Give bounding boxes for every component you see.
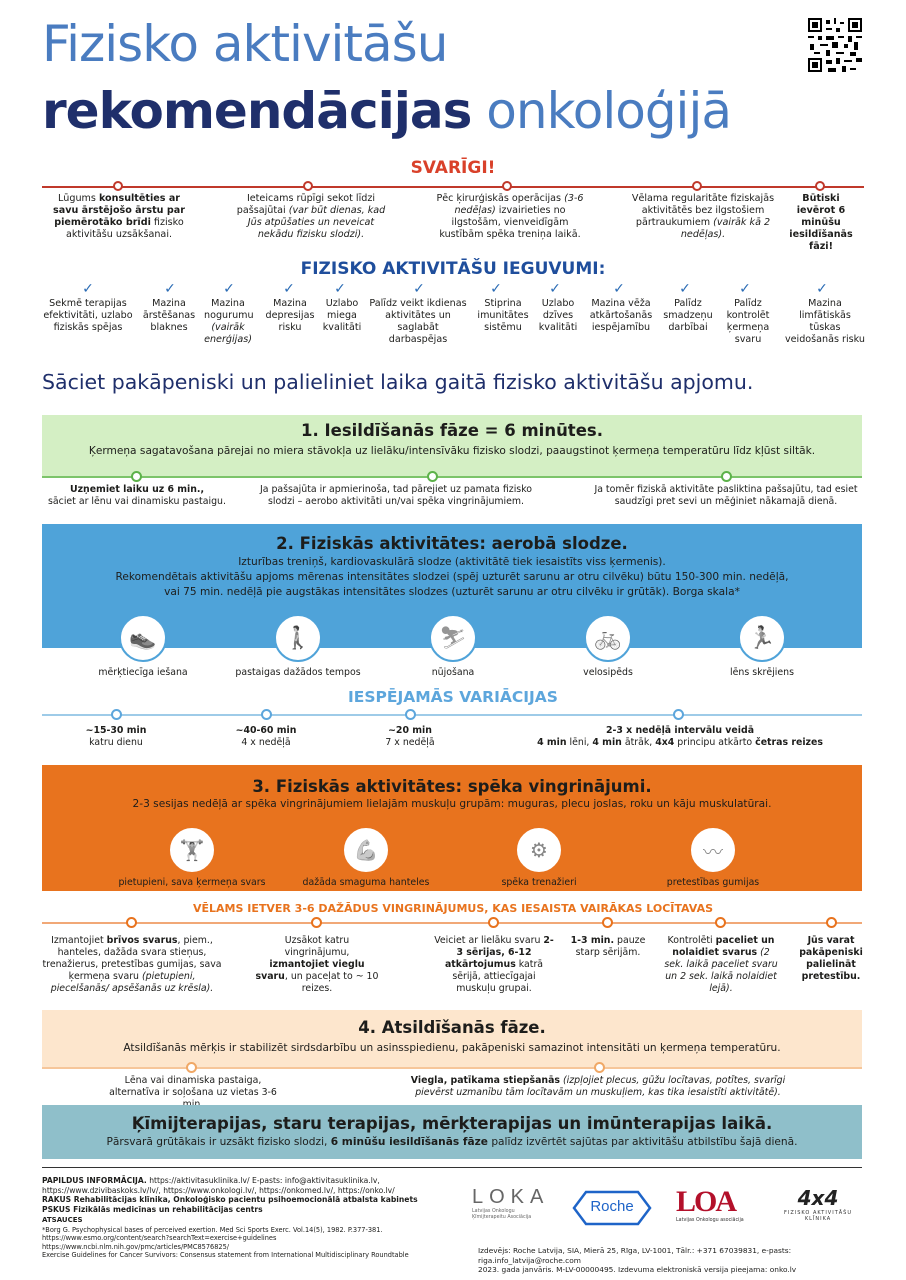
roche-logo: Roche [572, 1190, 652, 1226]
benefit-item: Uzlabo miega kvalitāti [322, 298, 362, 333]
benefit-item: Palīdz kontrolēt ķermeņa svaru [726, 298, 770, 345]
benefits-heading: FIZISKO AKTIVITĀŠU IEGUVUMI: [300, 259, 606, 279]
timeline-dot [113, 181, 123, 191]
phase1-note-2: Ja pašsajūta ir apmierinoša, tad pārejiet uz pamata fizisko slodzi – aerobo aktivitāti un/vai spēka vingrinājumiem. [259, 484, 533, 507]
checkmark-icon: ✓ [816, 281, 828, 297]
phase3-text: 2-3 sesijas nedēļā ar spēka vingrinājumiem lielajām muskuļu grupām: muguras, plecu joslas, roku un kāju muskulatūrai. [132, 798, 772, 810]
benefit-item: Uzlabo dzīves kvalitāti [538, 298, 578, 333]
important-item-4: Vēlama regularitāte fiziskajās aktivitātēs bez ilgstošiem pārtraukumiem (vairāk kā 2 nedēļas). [631, 193, 775, 240]
checkmark-icon: ✓ [613, 281, 625, 297]
phase1-text: Ķermeņa sagatavošana pārejai no miera stāvokļa uz lielāku/intensīvāku fizisko slodzi, paaugstinot ķermeņa temperatūru līdz kļūst siltāk. [88, 445, 816, 457]
benefit-item: Mazina limfātiskās tūskas veidošanās risku [784, 298, 866, 345]
variations-heading: IESPĒJAMĀS VARIĀCIJAS [348, 688, 558, 706]
publisher-info: Izdevējs: Roche Latvija, SIA, Mierā 25, Rīga, LV-1001, Tālr.: +371 67039831, e-pasts: riga.info_latvija@roche.com 2023. gada janvāris. M-LV-00000495. Izdevuma elektroniskā versija pieejama: onko.lv [478, 1246, 797, 1275]
benefit-item: Stiprina imunitātes sistēmu [477, 298, 529, 333]
phase2-text1: Izturības treniņš, kardiovaskulārā slodze (aktivitātē tiek iesaistīts viss ķermenis). [238, 556, 666, 568]
strength-label: pretestības gumijas [666, 877, 760, 888]
therapy-text: Pārsvarā grūtākais ir uzsākt fizisko slodzi, 6 minūšu iesildīšanās fāze palīdz izvērtēt sajūtas par aktivitāšu atbilstību šajā dienā. [106, 1136, 798, 1148]
checkmark-icon: ✓ [334, 281, 346, 297]
checkmark-icon: ✓ [549, 281, 561, 297]
weight-machine-icon: ⚙ [515, 826, 563, 874]
timeline-dot [815, 181, 825, 191]
squat-icon: 🏋 [168, 826, 216, 874]
tip-1: Izmantojiet brīvos svarus, piem., hanteles, dažāda svara stieņus, trenažierus, pretestības gumijas, sava ķermeņa svaru (pietupieni, piecelšanās/ apsēšanās uz krēsla). [42, 935, 222, 994]
important-item-2: Ieteicams rūpīgi sekot līdzi pašsajūtai (var būt dienas, kad Jūs atpūšaties un neveicat nekādu fizisku slodzi). [236, 193, 386, 240]
important-item-1: Lūgums konsultēties ar savu ārstējošo ārstu par piemērotāko brīdi fizisko aktivitāšu uzsākšanai. [53, 193, 185, 240]
timeline-dot [488, 917, 499, 928]
timeline-dot [602, 917, 613, 928]
activity-label: velosipēds [583, 667, 633, 678]
phase4-title: 4. Atsildīšanās fāze. [358, 1018, 546, 1037]
footer-info: PAPILDUS INFORMĀCIJA. https://aktivitasuklinika.lv/ E-pasts: info@aktivitasuklinika.lv, https://www.dzivibaskoks.lv/lv/, https://www.onkologi.lv/, https://onkomed.lv/, https://onko.lv/ RAKUS Rehabilitācijas klīnika, Onkoloģisko pacientu psihoemocionālā atbalsta kabinets PSKUS Fizikālās medicīnas un rehabilitācijas centrs ATSAUCES *Borg G. Psychophysical bases of perceived exertion. Med Sci Sports Exerc. Vol.14(5), 1982. P.377-381. https://www.esmo.org/content/search?searchText=exercise+guidelines https://www.ncbi.nlm.nih.gov/pmc/articles/PMC8576825/ Exercise Guidelines for Cancer Survivors: Consensus statement from International Multidisciplinary Roundtable [42, 1176, 418, 1260]
title-bold: rekomendācijas [42, 82, 472, 140]
nordic-walking-icon: ⛷ [429, 614, 477, 662]
variation-2: ~40-60 min 4 x nedēļā [235, 725, 297, 748]
variation-3: ~20 min 7 x nedēļā [385, 725, 435, 748]
benefit-item: Sekmē terapijas efektivitāti, uzlabo fiziskās spējas [43, 298, 133, 333]
joints-line [42, 922, 862, 924]
phase2-text2: Rekomendētais aktivitāšu apjoms mērenas intensitātes slodzei (spēj uzturēt sarunu ar otru cilvēku) būtu 150-300 min. nedēļā, [115, 571, 789, 583]
benefit-note: (vairāk enerģijas) [204, 322, 252, 345]
strength-label: pietupieni, sava ķermeņa svars [118, 877, 266, 888]
checkmark-icon: ✓ [164, 281, 176, 297]
important-item-3: Pēc ķirurģiskās operācijas (3-6 nedēļas) izvairieties no ilgstošām, vienveidīgām kustībām spēka treniņa laikā. [436, 193, 584, 240]
variation-1: ~15-30 min katru dienu [85, 725, 147, 748]
running-icon: 🏃 [738, 614, 786, 662]
footer-divider [42, 1167, 862, 1168]
walking-icon: 🚶 [274, 614, 322, 662]
tip-2: Uzsākot katru vingrinājumu, izmantojiet vieglu svaru, un paceļat to ~ 10 reizes. [255, 935, 379, 994]
timeline-dot [594, 1062, 605, 1073]
benefit-item: Mazina depresijas risku [265, 298, 315, 333]
phase1-note-1: Uzņemiet laiku uz 6 min., sāciet ar lēnu vai dinamisku pastaigu. [48, 484, 226, 507]
dumbbell-icon: 💪 [342, 826, 390, 874]
phase1-note-3: Ja tomēr fiziskā aktivitāte pasliktina pašsajūtu, tad esiet saudzīgi pret sevi un mēģiniet nākamajā dienā. [594, 484, 858, 507]
timeline-dot [427, 471, 438, 482]
phase4-note-1: Lēna vai dinamiska pastaiga, alternatīva ir soļošana uz vietas 3-6 [109, 1075, 277, 1098]
checkmark-icon: ✓ [413, 281, 425, 297]
phase1-title: 1. Iesildīšanās fāze = 6 minūtes. [301, 421, 603, 440]
bicycle-icon: 🚲 [584, 614, 632, 662]
phase1-line [42, 476, 862, 478]
timeline-dot [311, 917, 322, 928]
phase1-box [42, 415, 862, 477]
fizisko-klinika-logo: 4x4 FIZISKO AKTIVITĀŠU KLĪNIKA [784, 1186, 852, 1222]
timeline-dot [111, 709, 122, 720]
phase4-text: Atsildīšanās mērķis ir stabilizēt sirdsdarbību un asinsspiedienu, pakāpeniski samazinot intensitāti un ķermeņa temperatūru. [123, 1042, 781, 1054]
tip-3: Veiciet ar lielāku svaru 2-3 sērijas, 6-12 atkārtojumus katrā sērijā, attiecīgajai muskuļu grupai. [434, 935, 554, 994]
important-item-5: Būtiski ievērot 6 minūšu iesildīšanās fāzi! [789, 193, 853, 252]
timeline-dot [405, 709, 416, 720]
timeline-dot [826, 917, 837, 928]
strength-label: dažāda smaguma hanteles [302, 877, 430, 888]
resistance-band-icon: 〰 [689, 826, 737, 874]
benefit-item: Mazina nogurumu [204, 298, 254, 321]
timeline-dot [261, 709, 272, 720]
activity-label: nūjošana [431, 667, 475, 678]
checkmark-icon: ✓ [82, 281, 94, 297]
page-title-line1: Fizisko aktivitāšu [42, 15, 448, 73]
loa-logo: LOA Latvijas Onkologu asociācija [676, 1185, 744, 1223]
timeline-dot [721, 471, 732, 482]
phase4-note-2: Viegla, patīkama stiepšanās (izpļojiet plecus, gūžu locītavas, potītes, svarīgi pievērst uzmanību tām locītavām un muskuļiem, kas tika iesaistīti aktivitātē). [410, 1075, 786, 1098]
phase4-line [42, 1067, 862, 1069]
therapy-box [42, 1105, 862, 1159]
tip-4: 1-3 min. pauze starp sērijām. [570, 935, 646, 958]
sneaker-icon: 👟 [119, 614, 167, 662]
important-divider [42, 186, 864, 188]
checkmark-icon: ✓ [490, 281, 502, 297]
section-subtitle: Sāciet pakāpeniski un palieliniet laika gaitā fizisko aktivitāšu apjomu. [42, 370, 754, 394]
activity-label: pastaigas dažādos tempos [235, 667, 361, 678]
joints-heading: VĒLAMS IETVER 3-6 DAŽĀDUS VINGRINĀJUMUS, KAS IESAISTA VAIRĀKAS LOCĪTAVAS [192, 902, 714, 915]
variation-interval: 2-3 x nedēļā intervālu veidā 4 min lēni, 4 min ātrāk, 4x4 principu atkārto četras reizes [537, 725, 823, 748]
checkmark-icon: ✓ [739, 281, 751, 297]
qr-code-icon[interactable] [808, 18, 862, 72]
timeline-dot [126, 917, 137, 928]
tip-6: Jūs varat pakāpeniski palielināt pretestību. [799, 935, 863, 982]
checkmark-icon: ✓ [283, 281, 295, 297]
phase4-box [42, 1010, 862, 1068]
timeline-dot [692, 181, 702, 191]
important-heading: SVARĪGI! [410, 158, 496, 178]
strength-label: spēka trenažieri [501, 877, 577, 888]
tip-5: Kontrolēti paceliet un nolaidiet svarus (2 sek. laikā paceliet svaru un 2 sek. laikā nolaidiet lejā). [664, 935, 778, 994]
timeline-dot [303, 181, 313, 191]
timeline-dot [715, 917, 726, 928]
activity-label: mērķtiecīga iešana [98, 667, 188, 678]
timeline-dot [502, 181, 512, 191]
phase3-title: 3. Fiziskās aktivitātes: spēka vingrinājumi. [252, 777, 652, 796]
checkmark-icon: ✓ [679, 281, 691, 297]
benefit-item: Palīdz veikt ikdienas aktivitātes un saglabāt darbaspējas [369, 298, 467, 345]
activity-label: lēns skrējiens [730, 667, 794, 678]
title-rest: onkoloģijā [486, 82, 731, 140]
benefit-item: Mazina ārstēšanas blaknes [142, 298, 196, 333]
variations-line [42, 714, 862, 716]
phase3-box [42, 765, 862, 891]
phase2-title: 2. Fiziskās aktivitātes: aerobā slodze. [276, 534, 628, 553]
benefit-item: Palīdz smadzeņu darbībai [663, 298, 713, 333]
timeline-dot [131, 471, 142, 482]
therapy-title: Ķīmijterapijas, staru terapijas, mērķterapijas un imūnterapijas laikā. [131, 1114, 773, 1133]
checkmark-icon: ✓ [223, 281, 235, 297]
timeline-dot [186, 1062, 197, 1073]
phase2-text3: vai 75 min. nedēļā pie augstākas intensitātes slodzes (uzturēt sarunu ar otru cilvēku ir grūtāk). Borga skala* [164, 586, 740, 598]
page-title-line2 [42, 78, 731, 144]
loka-logo: LOKA Latvijas Onkologu Ķīmijterapeitu Asociācija [472, 1186, 550, 1220]
timeline-dot [673, 709, 684, 720]
benefit-item: Mazina vēža atkārtošanās iespējamību [589, 298, 653, 333]
